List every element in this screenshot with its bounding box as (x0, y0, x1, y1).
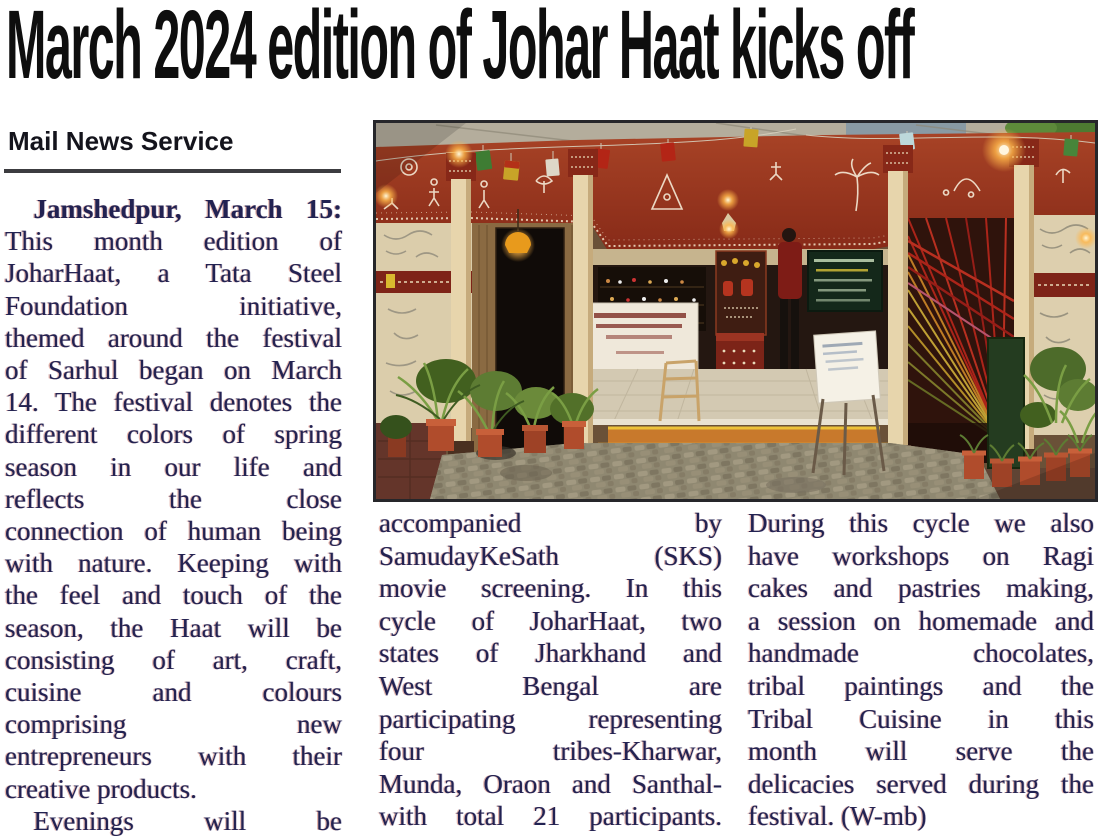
text-line: Tribal Cuisine in this (748, 703, 1094, 734)
text-line: Foundation initiative, (5, 290, 342, 321)
text-line: with nature. Keeping with (5, 548, 342, 579)
text-line: Evenings will be (33, 805, 342, 836)
text-line: connection of human being (5, 516, 342, 547)
text-line: comprising new (5, 709, 342, 740)
text-line: JoharHaat, a Tata Steel (5, 258, 342, 289)
text-line: states of Jharkhand and (379, 638, 722, 669)
text-line: 14. The festival denotes the (5, 387, 342, 418)
text-line: themed around the festival (5, 322, 342, 353)
info-board (808, 251, 882, 311)
article-column-1 (5, 193, 342, 837)
text-line: cakes and pastries making, (748, 573, 1094, 604)
text-line: different colors of spring (5, 419, 342, 450)
text-line: festival. (W-mb) (748, 801, 927, 832)
text-line: Jamshedpur, March 15: (33, 194, 342, 224)
text-line: a session on homemade and (748, 605, 1094, 636)
text-line: This month edition of (5, 226, 342, 257)
text-line: season, the Haat will be (5, 612, 342, 643)
text-line: During this cycle we also (748, 508, 1094, 538)
text-line: have workshops on Ragi (748, 540, 1094, 571)
text-line: tribal paintings and the (748, 670, 1094, 701)
text-line: creative products. (5, 773, 197, 804)
photo-illustration (376, 123, 1095, 499)
byline-rule (4, 169, 341, 173)
text-line: West Bengal are (379, 670, 722, 701)
text-line: with total 21 participants. (379, 801, 722, 832)
byline: Mail News Service (8, 126, 234, 156)
text-line: participating representing (379, 703, 722, 734)
article-headline: March 2024 edition of Johar Haat kicks off (6, 0, 914, 99)
text-line: delicacies served during the (748, 768, 1094, 799)
text-line: the feel and touch of the (5, 580, 342, 611)
article-column-2 (379, 507, 722, 833)
text-line: season in our life and (5, 451, 342, 482)
text-line: cuisine and colours (5, 677, 342, 708)
text-line: reflects the close (5, 483, 342, 514)
text-line: consisting of art, craft, (5, 644, 342, 675)
text-line: four tribes-Kharwar, (379, 736, 722, 767)
text-line: month will serve the (748, 736, 1094, 767)
article-photo (373, 120, 1098, 502)
text-line: cycle of JoharHaat, two (379, 605, 722, 636)
text-line: SamudayKeSath (SKS) (379, 540, 722, 571)
article-column-3 (748, 507, 1094, 833)
text-line: accompanied by (379, 508, 722, 538)
text-line: handmade chocolates, (748, 638, 1094, 669)
text-line: of Sarhul began on March (5, 355, 342, 386)
text-line: Munda, Oraon and Santhal- (379, 768, 722, 799)
text-line: movie screening. In this (379, 573, 722, 604)
text-line: entrepreneurs with their (5, 741, 342, 772)
